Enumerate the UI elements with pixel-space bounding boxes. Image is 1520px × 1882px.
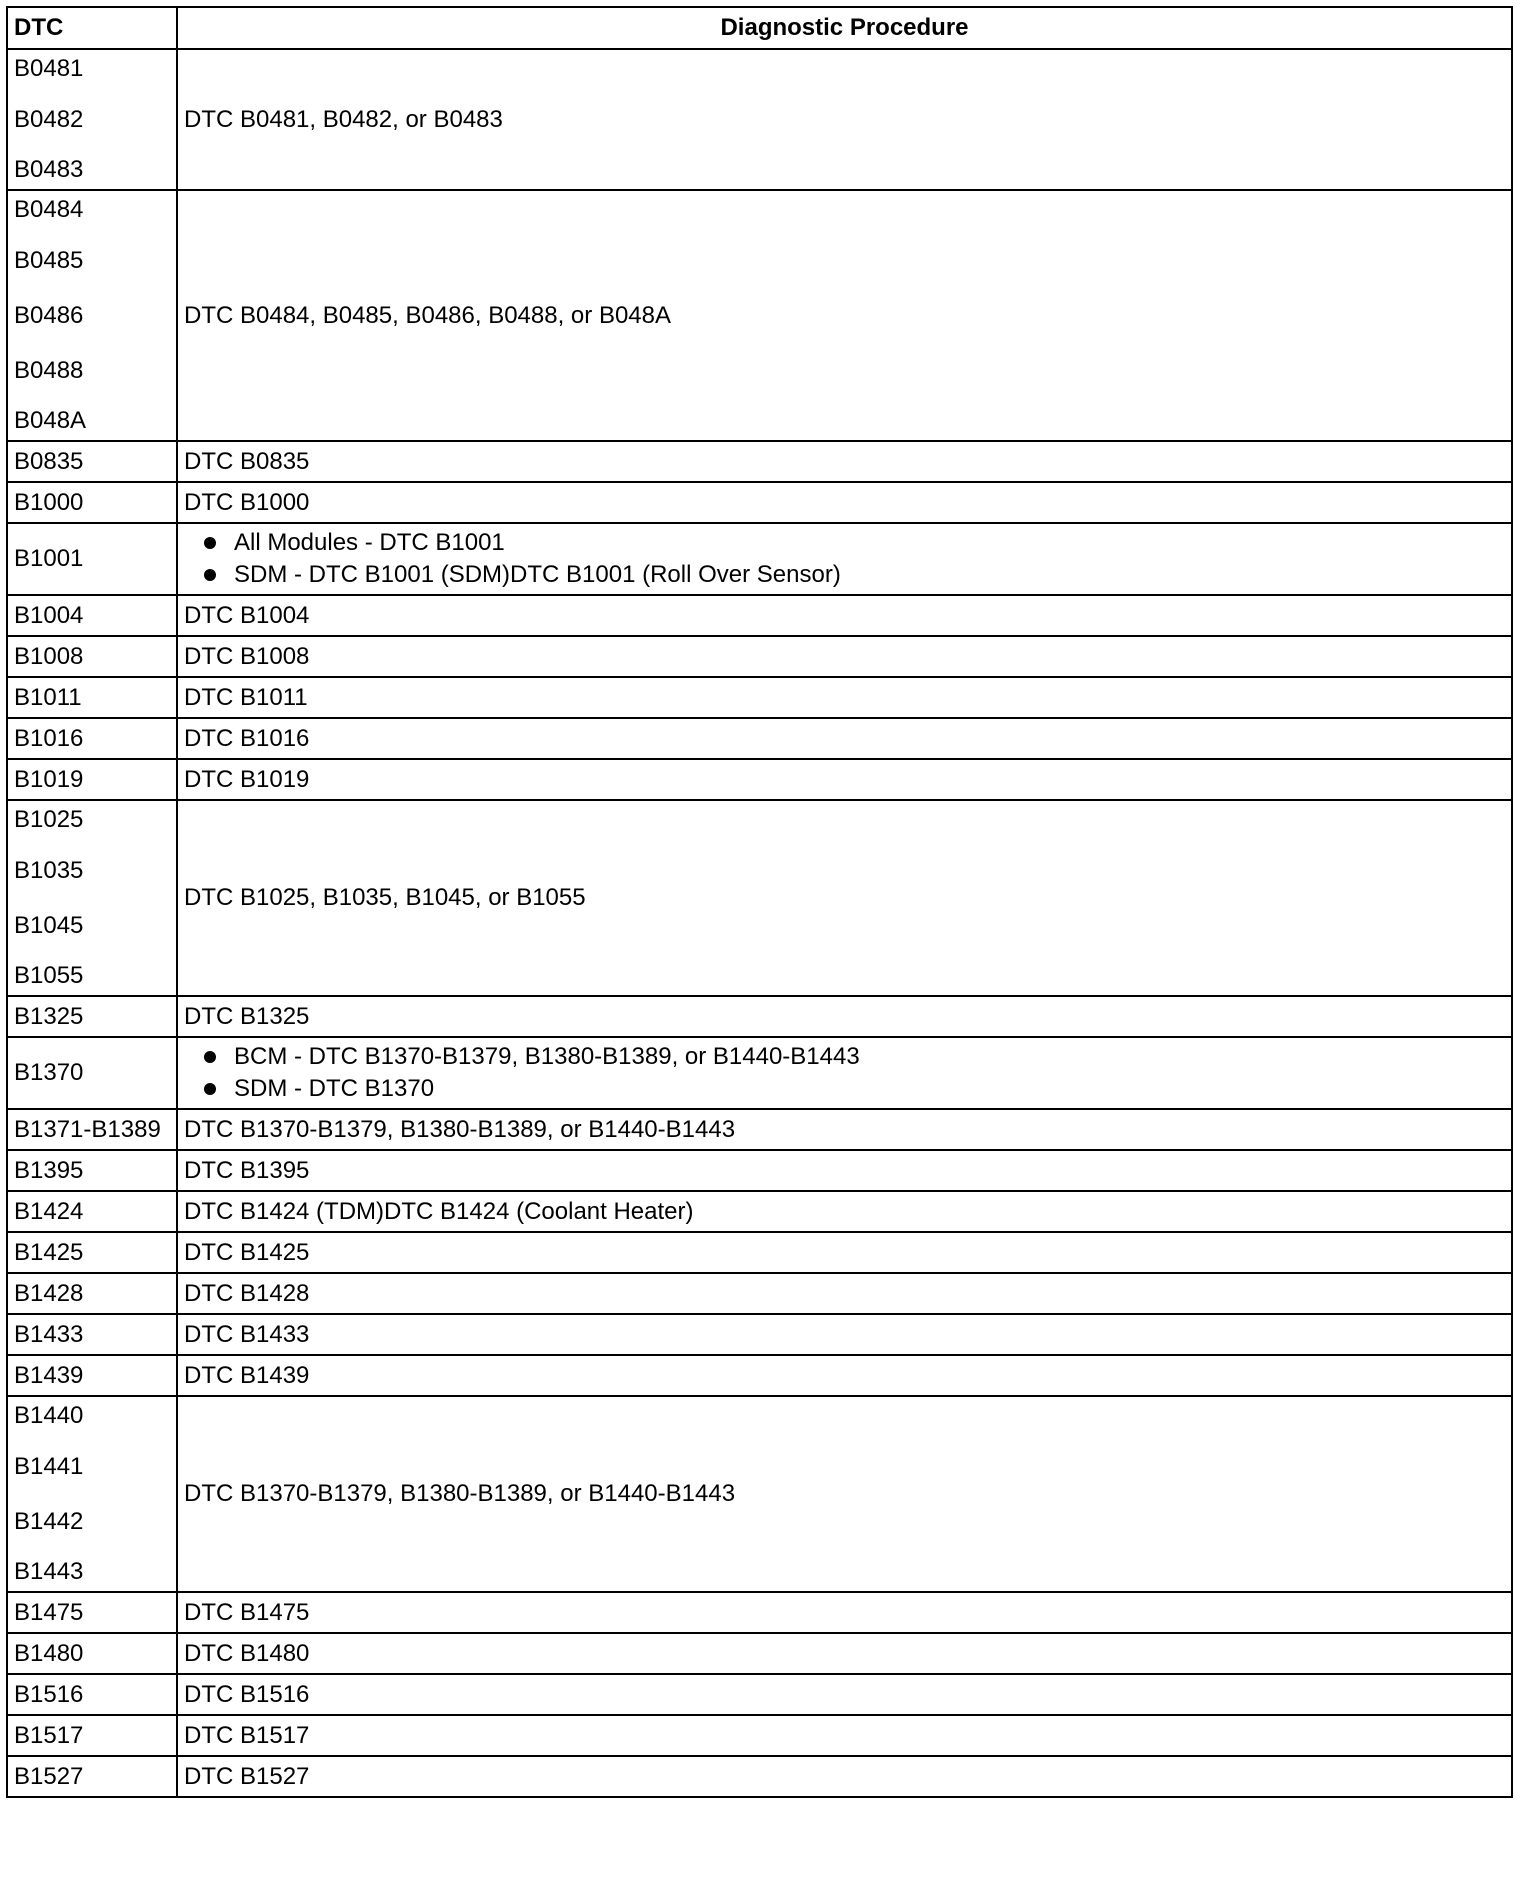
dtc-code-cell xyxy=(7,190,177,441)
table-row xyxy=(7,1756,1512,1797)
procedure-link[interactable]: DTC B1527 xyxy=(184,1762,310,1790)
dtc-code: B0485 xyxy=(14,247,84,274)
procedure-link[interactable]: DTC B1016 xyxy=(184,724,310,752)
diagnostic-procedure-cell xyxy=(177,1314,1512,1355)
table-row xyxy=(7,523,1512,595)
dtc-code: B1025 xyxy=(14,806,84,833)
diagnostic-procedure-cell xyxy=(177,1109,1512,1150)
diagnostic-procedure-cell xyxy=(177,718,1512,759)
dtc-code-cell: B1480 xyxy=(7,1633,177,1674)
diagnostic-procedure-cell xyxy=(177,1273,1512,1314)
procedure-link[interactable]: DTC B1395 xyxy=(184,1156,310,1184)
table-row xyxy=(7,718,1512,759)
procedure-link[interactable]: DTC B1370-B1379, B1380-B1389, or B1440-B1443 xyxy=(184,1480,736,1507)
dtc-code-cell: B1424 xyxy=(7,1191,177,1232)
table-row xyxy=(7,190,1512,441)
diagnostic-procedure-cell xyxy=(177,1191,1512,1232)
table-row xyxy=(7,677,1512,718)
procedure-link[interactable]: DTC B1439 xyxy=(184,1361,310,1389)
diagnostic-procedure-cell xyxy=(177,1355,1512,1396)
dtc-code: B1441 xyxy=(14,1453,84,1480)
table-row xyxy=(7,1314,1512,1355)
procedure-link[interactable]: DTC B1025, B1035, B1045, or B1055 xyxy=(184,884,586,911)
table-row xyxy=(7,1355,1512,1396)
diagnostic-procedure-cell xyxy=(177,1674,1512,1715)
procedure-link[interactable]: DTC B1433 xyxy=(184,1320,310,1348)
dtc-code-cell: B0835 xyxy=(7,441,177,482)
procedure-link[interactable]: DTC B1516 xyxy=(184,1680,310,1708)
table-header-row xyxy=(7,7,1512,49)
bullet-icon xyxy=(204,569,216,581)
dtc-code-cell xyxy=(7,800,177,996)
dtc-table-container xyxy=(6,6,1513,1798)
table-row xyxy=(7,1633,1512,1674)
dtc-code: B0483 xyxy=(14,156,84,183)
table-row xyxy=(7,1150,1512,1191)
procedure-link[interactable]: DTC B1011 xyxy=(184,683,308,711)
table-row xyxy=(7,1674,1512,1715)
procedure-link[interactable]: BCM - DTC B1370-B1379, B1380-B1389, or B1440-B1443 xyxy=(234,1043,860,1070)
dtc-code-cell: B1475 xyxy=(7,1592,177,1633)
procedure-link[interactable]: DTC B0481, B0482, or B0483 xyxy=(184,105,503,133)
dtc-code-cell: B1370 xyxy=(7,1037,177,1109)
dtc-code-cell: B1527 xyxy=(7,1756,177,1797)
bullet-icon xyxy=(204,1083,216,1095)
diagnostic-procedure-cell xyxy=(177,595,1512,636)
dtc-code: B1035 xyxy=(14,857,84,884)
diagnostic-procedure-cell xyxy=(177,996,1512,1037)
table-row xyxy=(7,1592,1512,1633)
dtc-code: B1440 xyxy=(14,1402,84,1429)
diagnostic-procedure-cell xyxy=(177,1756,1512,1797)
procedure-bullet-item xyxy=(184,559,1505,591)
dtc-code: B0486 xyxy=(14,302,84,329)
dtc-code-cell xyxy=(7,49,177,190)
procedure-link[interactable]: DTC B1475 xyxy=(184,1598,310,1626)
dtc-code-cell: B1439 xyxy=(7,1355,177,1396)
table-row xyxy=(7,595,1512,636)
procedure-bullet-list xyxy=(184,1041,1505,1105)
procedure-link[interactable]: DTC B1428 xyxy=(184,1279,310,1307)
procedure-link[interactable]: DTC B1000 xyxy=(184,488,310,516)
procedure-link[interactable]: DTC B1425 xyxy=(184,1238,310,1266)
procedure-link[interactable]: DTC B1008 xyxy=(184,642,310,670)
dtc-code-cell: B1000 xyxy=(7,482,177,523)
diagnostic-procedure-cell xyxy=(177,1232,1512,1273)
procedure-link[interactable]: DTC B1019 xyxy=(184,765,310,793)
table-row xyxy=(7,636,1512,677)
diagnostic-procedure-cell xyxy=(177,441,1512,482)
dtc-code-cell: B1325 xyxy=(7,996,177,1037)
dtc-code: B048A xyxy=(14,407,87,434)
dtc-code-cell: B1008 xyxy=(7,636,177,677)
dtc-code-cell: B1019 xyxy=(7,759,177,800)
header-dtc: DTC xyxy=(7,7,177,49)
diagnostic-procedure-cell xyxy=(177,523,1512,595)
diagnostic-procedure-cell xyxy=(177,49,1512,190)
diagnostic-procedure-cell xyxy=(177,1715,1512,1756)
procedure-link[interactable]: DTC B1004 xyxy=(184,601,310,629)
procedure-bullet-item xyxy=(184,527,1505,559)
header-diagnostic-procedure: Diagnostic Procedure xyxy=(177,7,1512,49)
diagnostic-procedure-cell xyxy=(177,1396,1512,1592)
diagnostic-procedure-cell xyxy=(177,1150,1512,1191)
diagnostic-procedure-cell xyxy=(177,1037,1512,1109)
table-row xyxy=(7,1396,1512,1592)
table-row xyxy=(7,1191,1512,1232)
dtc-code: B1443 xyxy=(14,1558,84,1585)
dtc-code-cell: B1004 xyxy=(7,595,177,636)
dtc-code-cell: B1395 xyxy=(7,1150,177,1191)
dtc-code: B0484 xyxy=(14,196,84,223)
dtc-code-cell: B1425 xyxy=(7,1232,177,1273)
table-row xyxy=(7,1715,1512,1756)
table-row xyxy=(7,1273,1512,1314)
diagnostic-procedure-cell xyxy=(177,677,1512,718)
table-row xyxy=(7,1232,1512,1273)
procedure-link[interactable]: SDM - DTC B1370 xyxy=(234,1075,435,1102)
table-row xyxy=(7,1037,1512,1109)
procedure-bullet-item xyxy=(184,1073,1505,1105)
procedure-link[interactable]: DTC B1370-B1379, B1380-B1389, or B1440-B1443 xyxy=(184,1115,736,1143)
dtc-code-cell: B1016 xyxy=(7,718,177,759)
dtc-code: B0481 xyxy=(14,55,84,82)
diagnostic-procedure-cell xyxy=(177,190,1512,441)
table-row xyxy=(7,482,1512,523)
bullet-icon xyxy=(204,537,216,549)
procedure-link[interactable]: DTC B0835 xyxy=(184,447,310,475)
dtc-code-cell: B1371-B1389 xyxy=(7,1109,177,1150)
table-row xyxy=(7,759,1512,800)
table-row xyxy=(7,1109,1512,1150)
diagnostic-procedure-cell xyxy=(177,1592,1512,1633)
procedure-link[interactable]: DTC B0484, B0485, B0486, B0488, or B048A xyxy=(184,301,671,329)
procedure-bullet-list xyxy=(184,527,1505,591)
dtc-code: B1055 xyxy=(14,962,84,989)
dtc-code-cell: B1428 xyxy=(7,1273,177,1314)
procedure-link[interactable]: DTC B1325 xyxy=(184,1002,310,1030)
dtc-code-cell: B1011 xyxy=(7,677,177,718)
dtc-code-cell: B1516 xyxy=(7,1674,177,1715)
table-body xyxy=(7,49,1512,1797)
diagnostic-procedure-cell xyxy=(177,800,1512,996)
procedure-link[interactable]: DTC B1480 xyxy=(184,1639,310,1667)
dtc-code-cell xyxy=(7,1396,177,1592)
procedure-link[interactable]: DTC B1517 xyxy=(184,1721,310,1749)
diagnostic-procedure-cell xyxy=(177,1633,1512,1674)
dtc-code-cell: B1517 xyxy=(7,1715,177,1756)
table-row xyxy=(7,800,1512,996)
procedure-bullet-item xyxy=(184,1041,1505,1073)
dtc-code-cell: B1001 xyxy=(7,523,177,595)
procedure-link[interactable]: SDM - DTC B1001 (SDM)DTC B1001 (Roll Over Sensor) xyxy=(234,561,841,588)
table-row xyxy=(7,996,1512,1037)
dtc-code: B1045 xyxy=(14,912,84,939)
dtc-code: B0482 xyxy=(14,106,84,133)
dtc-table xyxy=(6,6,1513,1798)
procedure-link[interactable]: DTC B1424 (TDM)DTC B1424 (Coolant Heater) xyxy=(184,1197,694,1225)
diagnostic-procedure-cell xyxy=(177,482,1512,523)
table-row xyxy=(7,441,1512,482)
diagnostic-procedure-cell xyxy=(177,759,1512,800)
dtc-code: B1442 xyxy=(14,1508,84,1535)
procedure-link[interactable]: All Modules - DTC B1001 xyxy=(234,529,505,556)
dtc-code: B0488 xyxy=(14,357,84,384)
dtc-code-cell: B1433 xyxy=(7,1314,177,1355)
table-row xyxy=(7,49,1512,190)
bullet-icon xyxy=(204,1051,216,1063)
diagnostic-procedure-cell xyxy=(177,636,1512,677)
